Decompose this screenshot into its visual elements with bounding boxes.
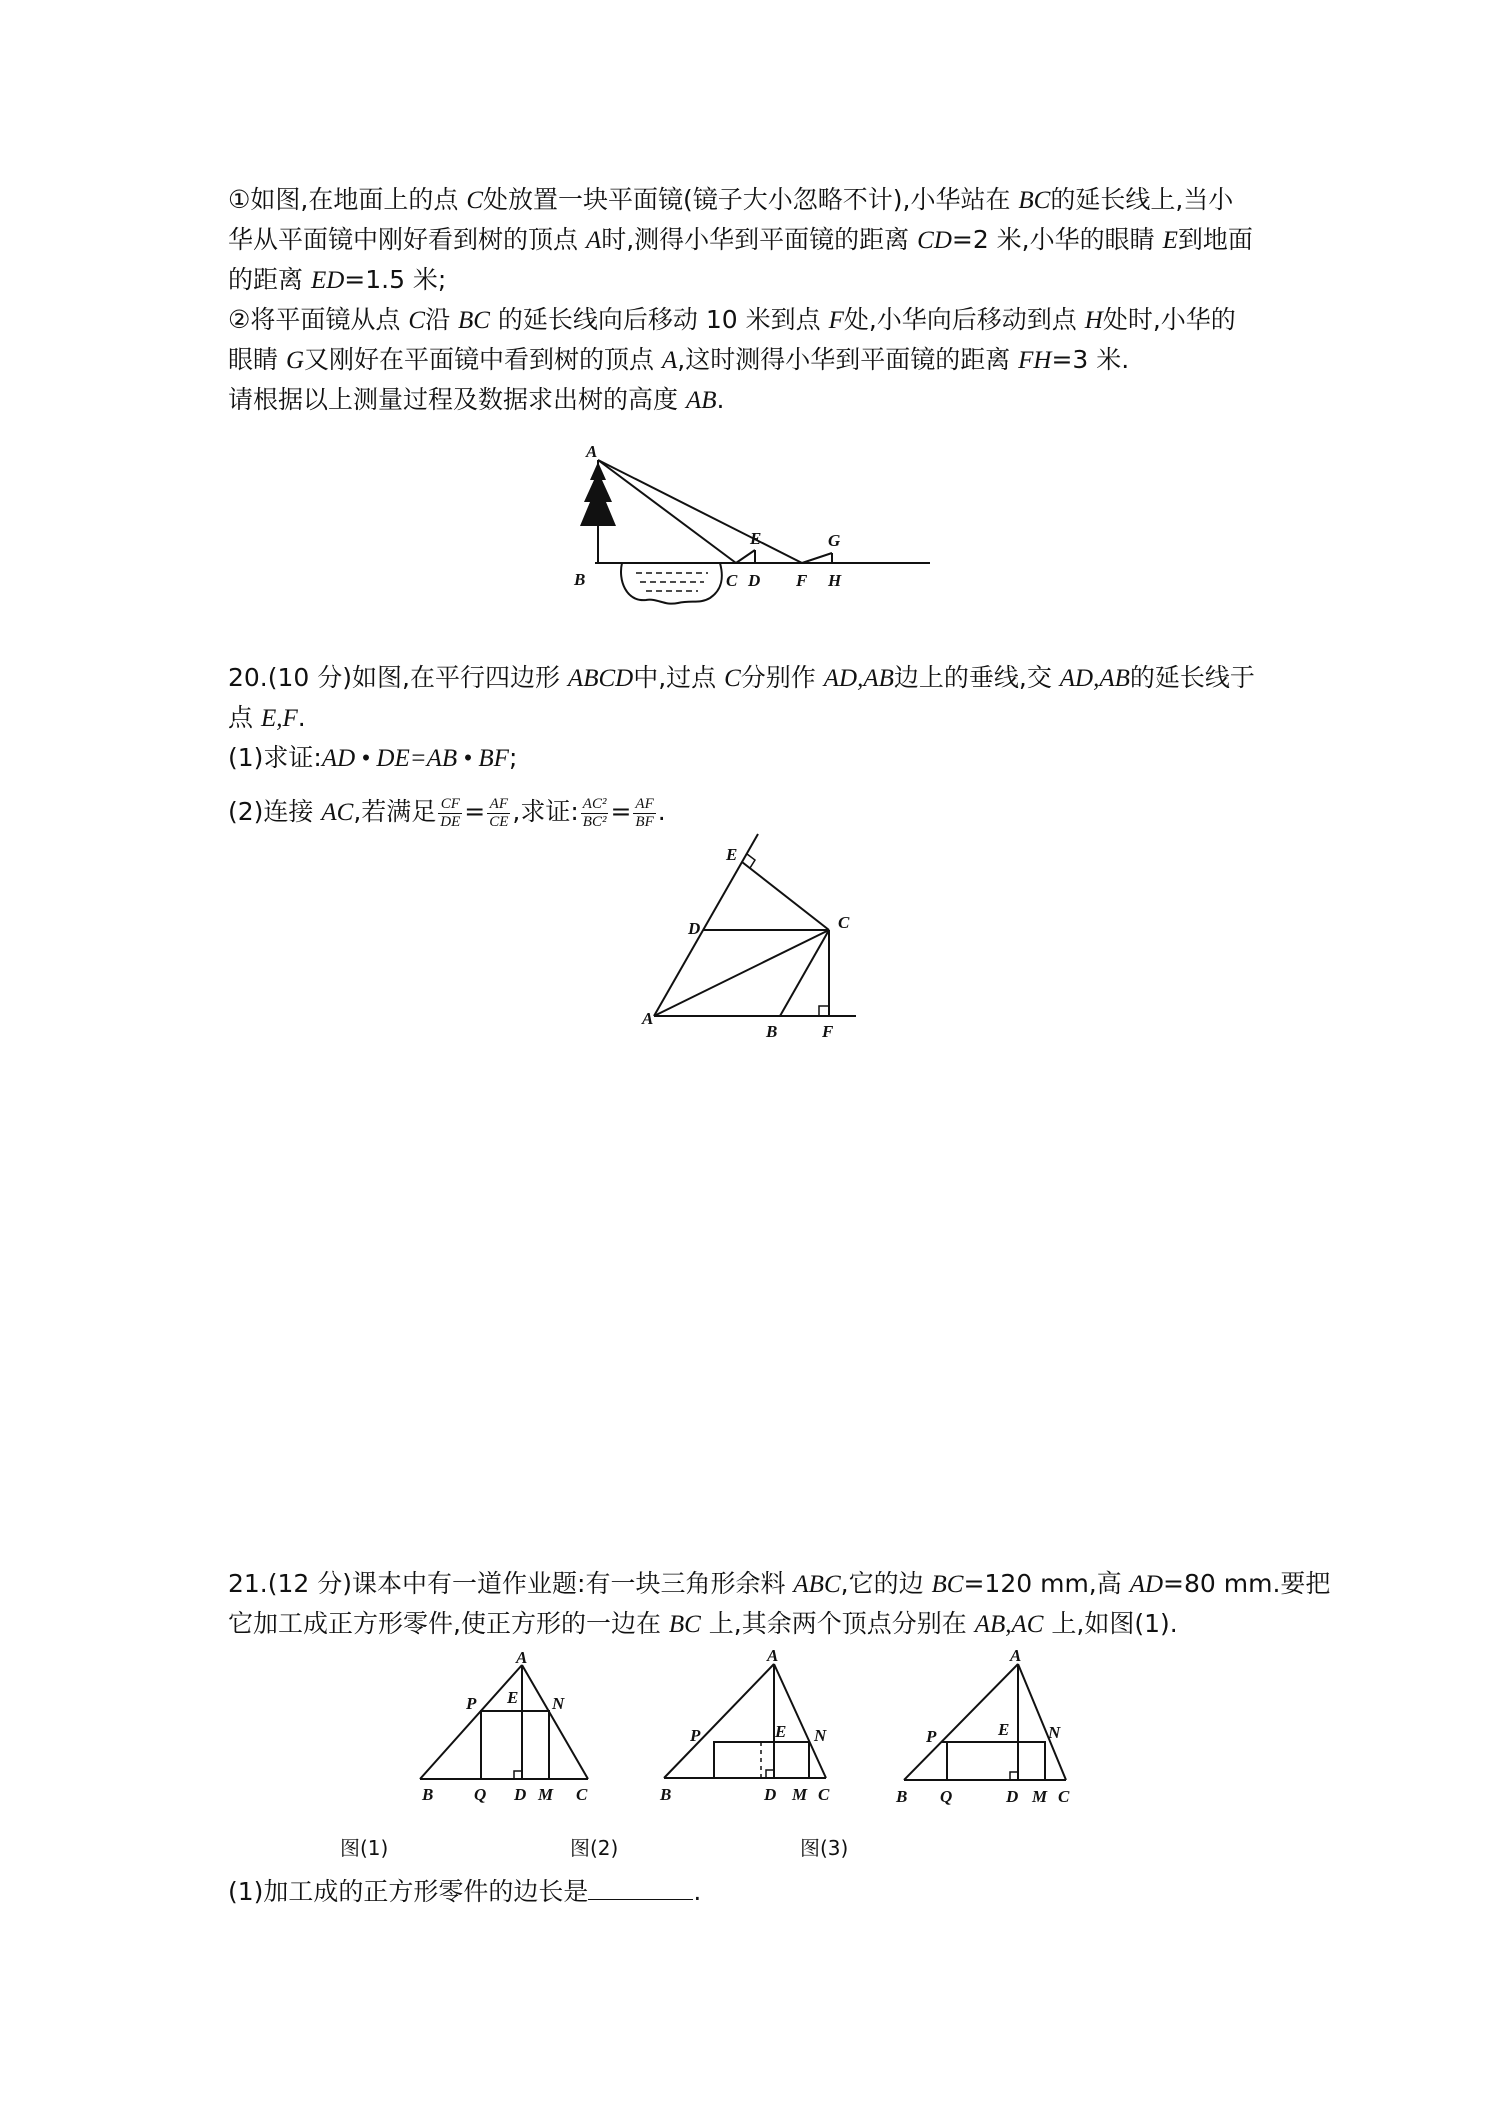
q19-figure [560, 440, 940, 620]
fig1-label-m: M [538, 1785, 554, 1804]
fig3-label-a: A [1010, 1646, 1022, 1665]
q21-sub1: (1)加工成的正方形零件的边长是 . [228, 1872, 701, 1912]
fraction-ac2-bc2: $\frac{\text{AC²}}{\text{BC²}}$ [582, 795, 607, 830]
q21-line2: 它加工成正方形零件,使正方形的一边在 BC 上,其余两个顶点分别在 AB,AC 上,如图(1). [228, 1609, 1178, 1638]
q19-step1-line1: ①如图,在地面上的点 C处放置一块平面镜(镜子大小忽略不计),小华站在 BC的延长线上,当小 [228, 185, 1234, 214]
fig2-label-a: A [767, 1646, 779, 1665]
fig3-label-p: P [926, 1727, 937, 1746]
q19-label-c: C [726, 571, 738, 590]
caption-fig1: 图(1) [340, 1836, 389, 1860]
q19-step1-line3: 的距离 ED=1.5 米; [228, 265, 447, 294]
q19-step2-line2: 眼睛 G又刚好在平面镜中看到树的顶点 A,这时测得小华到平面镜的距离 FH=3 米. [228, 345, 1130, 374]
fig1-label-b: B [422, 1785, 434, 1804]
q20-figure [630, 830, 870, 1050]
fig1-label-n: N [552, 1694, 565, 1713]
q20-label-a: A [642, 1009, 654, 1028]
fig3-label-q: Q [940, 1787, 953, 1806]
fig2-label-d: D [764, 1785, 777, 1804]
q19-label-d: D [748, 571, 761, 590]
fig2-label-e: E [775, 1722, 787, 1741]
fraction-af-bf: $\frac{AF}{BF}$ [635, 795, 654, 830]
q19-label-a: A [586, 442, 598, 461]
fig1-label-d: D [514, 1785, 527, 1804]
q20-label-f: F [822, 1022, 834, 1041]
q20-label-e: E [726, 845, 738, 864]
answer-blank[interactable] [588, 1873, 693, 1900]
q19-ask-line: 请根据以上测量过程及数据求出树的高度 AB. [228, 385, 725, 414]
fig1-label-a: A [516, 1648, 528, 1667]
q20-part1: (1)求证:AD • DE=AB • BF; [228, 743, 518, 772]
q20-line2: 点 E,F. [228, 703, 306, 732]
fig1-label-q: Q [474, 1785, 487, 1804]
q20-label-b: B [766, 1022, 778, 1041]
q21-line1: 21.(12 分)课本中有一道作业题:有一块三角形余料 ABC,它的边 BC=120 mm,高 AD=80 mm.要把 [228, 1569, 1331, 1598]
fig3-label-n: N [1048, 1723, 1061, 1742]
fig1-label-p: P [466, 1694, 477, 1713]
q19-label-f: F [796, 571, 808, 590]
fig3-label-d: D [1006, 1787, 1019, 1806]
fig3-label-e: E [998, 1720, 1010, 1739]
q19-label-e: E [750, 529, 762, 548]
q20-label-c: C [838, 913, 850, 932]
fig2-label-n: N [814, 1726, 827, 1745]
fig3-label-c: C [1058, 1787, 1070, 1806]
fig1-label-c: C [576, 1785, 588, 1804]
q20-line1: 20.(10 分)如图,在平行四边形 ABCD中,过点 C分别作 AD,AB边上的垂线,交 AD,AB的延长线于 [228, 663, 1255, 692]
fig2-label-p: P [690, 1726, 701, 1745]
fig2-label-m: M [792, 1785, 808, 1804]
fig3-label-m: M [1032, 1787, 1048, 1806]
fig2-label-b: B [660, 1785, 672, 1804]
fig2-label-c: C [818, 1785, 830, 1804]
fig1-label-e: E [507, 1688, 519, 1707]
q21-figure-2 [650, 1646, 840, 1805]
q19-step1-line2: 华从平面镜中刚好看到树的顶点 A时,测得小华到平面镜的距离 CD=2 米,小华的眼睛 E到地面 [228, 225, 1253, 254]
q21-figure-3 [890, 1646, 1080, 1806]
q19-label-h: H [828, 571, 842, 590]
fraction-af-ce: $\frac{AF}{CE}$ [489, 795, 509, 830]
q19-step2-line1: ②将平面镜从点 C沿 BC 的延长线向后移动 10 米到点 F处,小华向后移动到点 H处时,小华的 [228, 305, 1236, 334]
q19-label-g: G [828, 531, 841, 550]
caption-fig3: 图(3) [800, 1836, 849, 1860]
fig3-label-b: B [896, 1787, 908, 1806]
q19-label-b: B [574, 570, 586, 589]
q20-part2: (2)连接 AC,若满足 $\frac{CF}{DE}$ = $\frac{AF}{CE}$ ,求证: $\frac{\text{AC²}}{\text{BC²}}$ = $\frac{AF}{BF}$ . [228, 795, 666, 830]
caption-fig2: 图(2) [570, 1836, 619, 1860]
q21-figure-1 [410, 1648, 600, 1805]
q20-label-d: D [688, 919, 701, 938]
fraction-cf-de: $\frac{CF}{DE}$ [440, 795, 461, 830]
